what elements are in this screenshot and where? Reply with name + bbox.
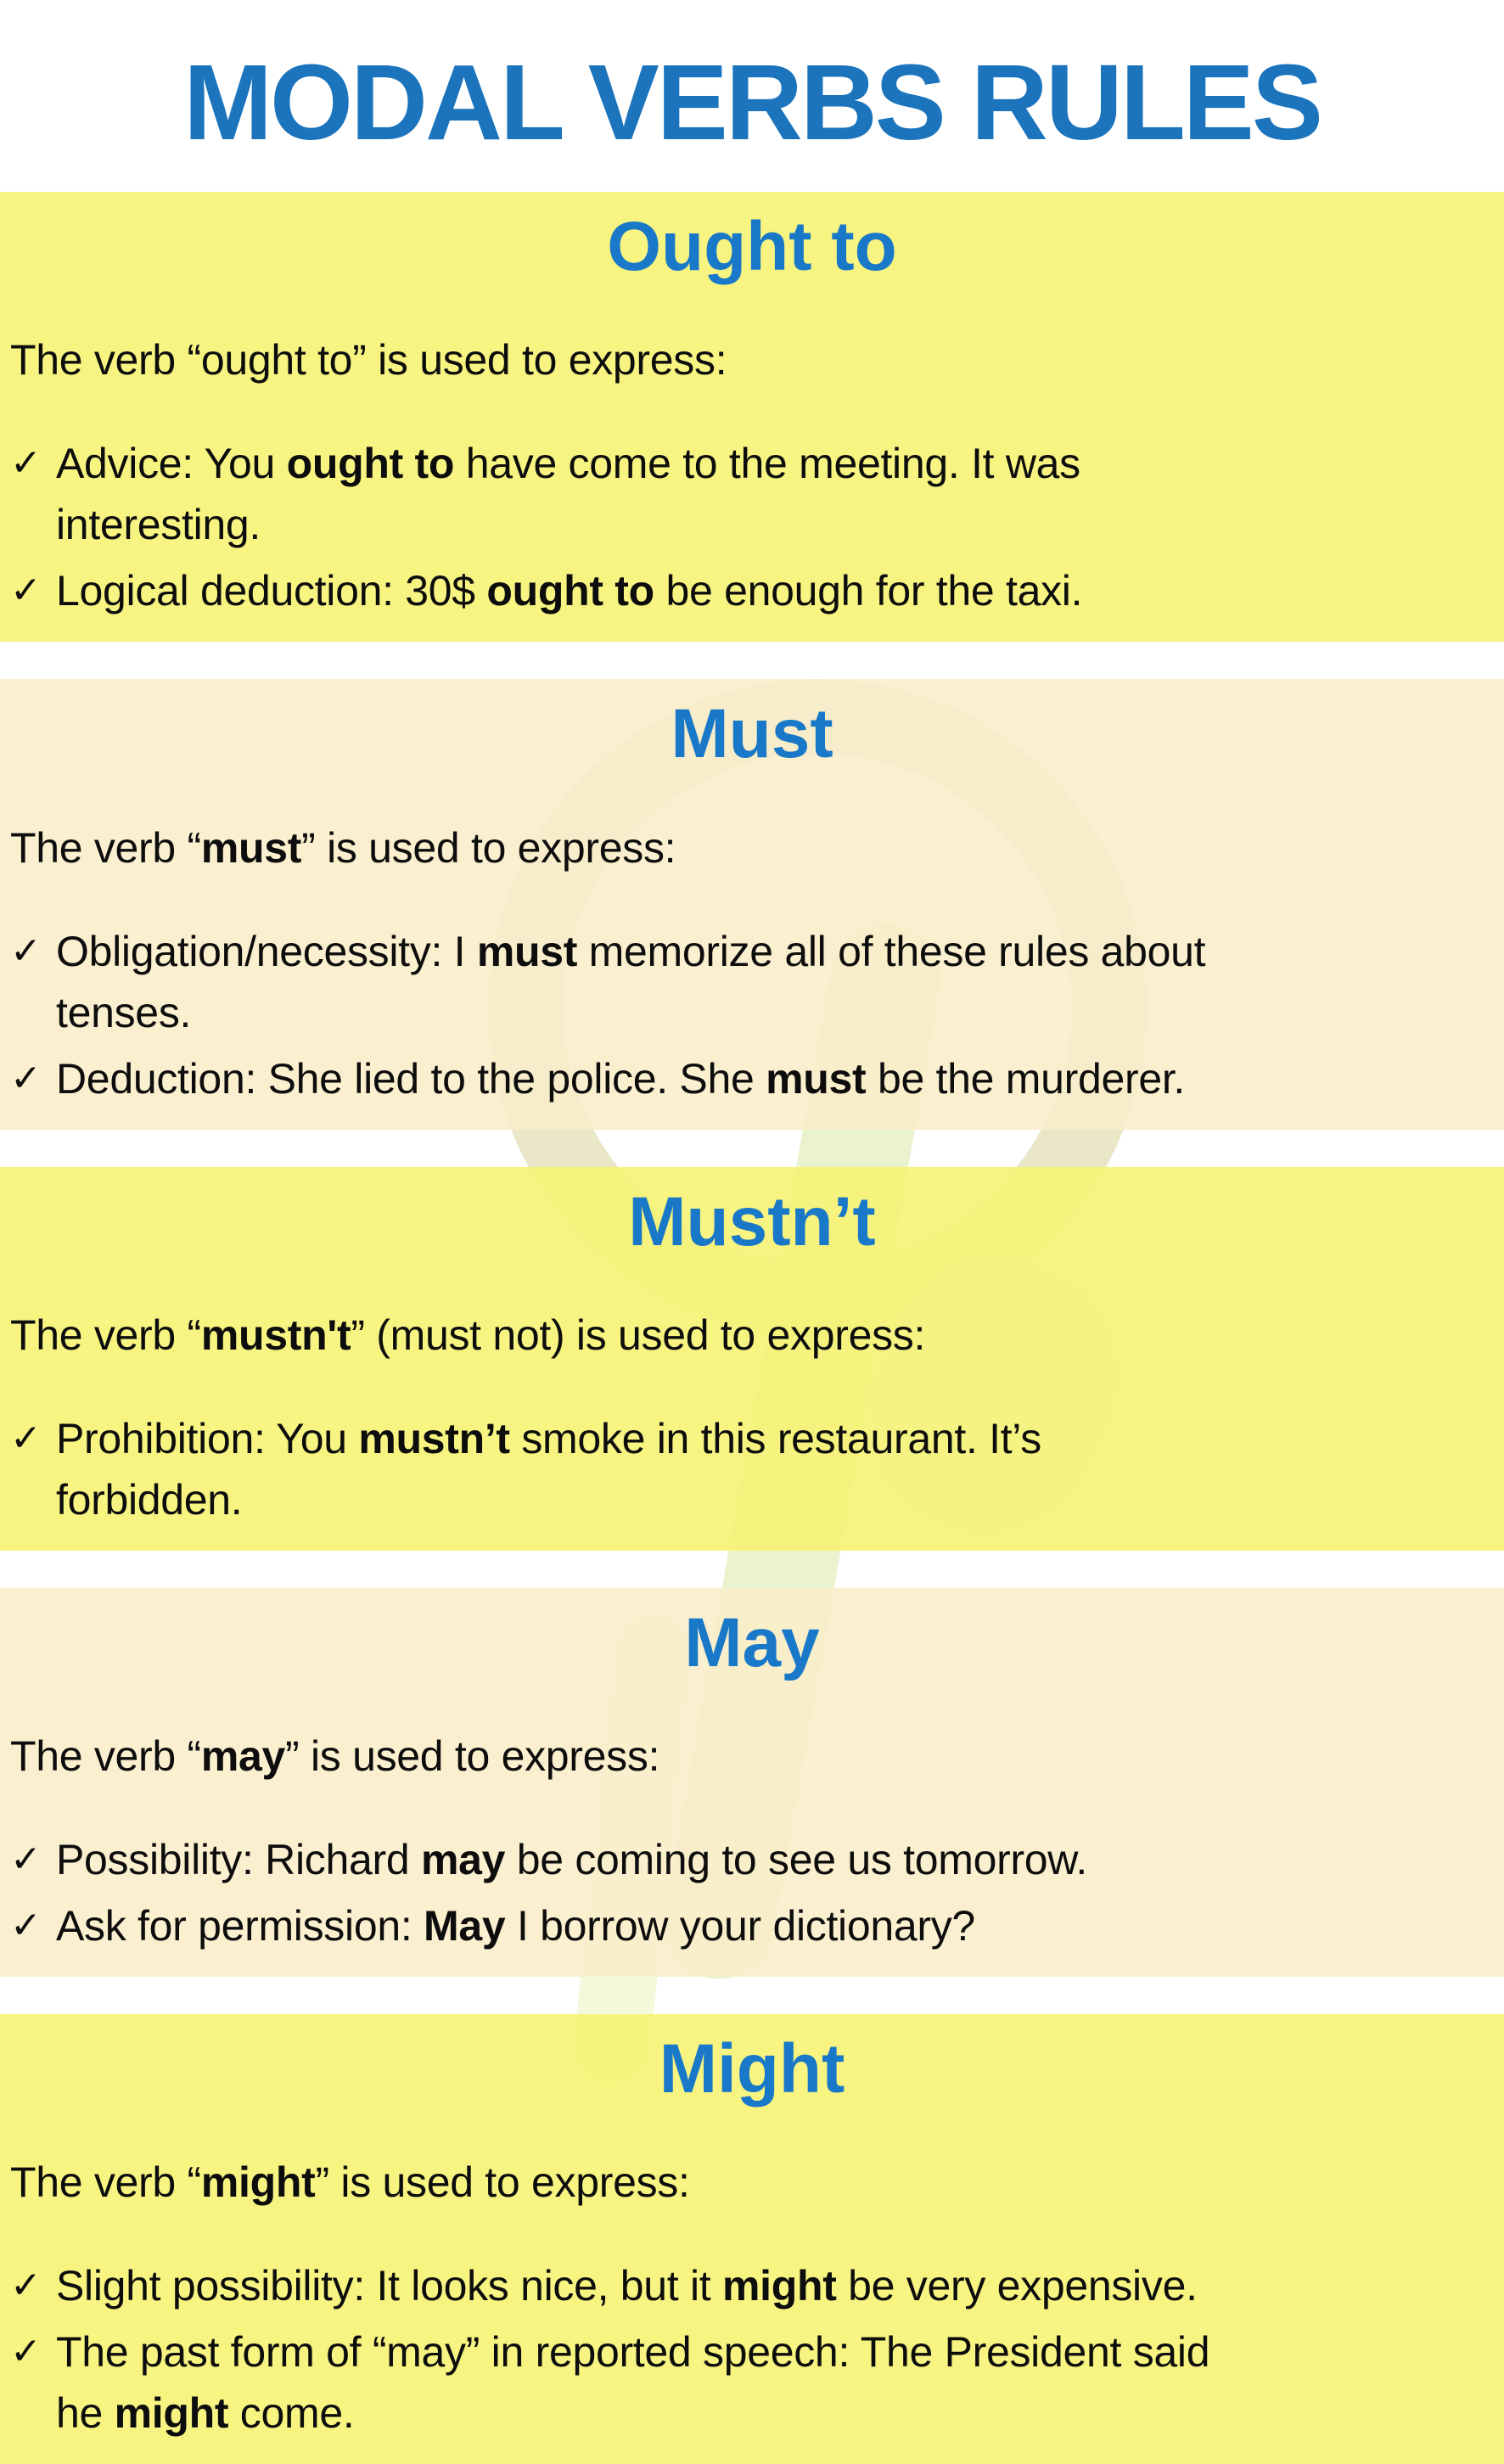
section-heading: Ought to bbox=[607, 208, 897, 285]
section-heading: Might bbox=[659, 2030, 845, 2108]
text-line: Obligation/necessity: I must memorize all of these rules about bbox=[56, 927, 1206, 975]
bullet-text bbox=[56, 1829, 1494, 1890]
text-line: Ask for permission: May I borrow your dictionary? bbox=[56, 1902, 975, 1950]
bullet-item bbox=[10, 1895, 1494, 1956]
text-line: Advice: You ought to have come to the meeting. It was bbox=[56, 440, 1080, 488]
bullet-text bbox=[56, 433, 1494, 555]
section-intro: The verb “may” is used to express: bbox=[10, 1732, 660, 1781]
bullet-text bbox=[56, 1408, 1494, 1530]
text-line: Prohibition: You mustn’t smoke in this restaurant. It’s bbox=[56, 1414, 1041, 1462]
check-icon: ✓ bbox=[10, 1417, 42, 1459]
section bbox=[0, 1167, 1504, 1551]
section bbox=[0, 1588, 1504, 1977]
bullet-item bbox=[10, 2321, 1494, 2444]
section-intro: The verb “might” is used to express: bbox=[10, 2158, 690, 2207]
bullet-item bbox=[10, 433, 1494, 555]
bullet-text bbox=[56, 2255, 1494, 2316]
section-intro: The verb “ought to” is used to express: bbox=[10, 336, 727, 384]
bullet-item bbox=[10, 560, 1494, 621]
bullet-text bbox=[56, 921, 1494, 1043]
page-title: MODAL VERBS RULES bbox=[183, 42, 1321, 162]
section bbox=[0, 679, 1504, 1129]
bullet-list bbox=[10, 1408, 1494, 1530]
bullet-list bbox=[10, 433, 1494, 621]
text-line: he might come. bbox=[56, 2389, 355, 2438]
bullet-item bbox=[10, 1829, 1494, 1890]
check-icon: ✓ bbox=[10, 2331, 42, 2373]
check-icon: ✓ bbox=[10, 1838, 42, 1881]
bullet-item bbox=[10, 921, 1494, 1043]
section-heading: Mustn’t bbox=[628, 1182, 876, 1260]
text-line: Logical deduction: 30$ ought to be enough for the taxi. bbox=[56, 567, 1083, 615]
section-intro: The verb “mustn't” (must not) is used to express: bbox=[10, 1311, 926, 1359]
bullet-item bbox=[10, 1408, 1494, 1530]
text-line: The past form of “may” in reported speech: The President said bbox=[56, 2328, 1210, 2377]
section-intro: The verb “must” is used to express: bbox=[10, 823, 676, 872]
section-heading: May bbox=[684, 1603, 820, 1681]
bullet-list bbox=[10, 1829, 1494, 1956]
text-line: Deduction: She lied to the police. She must be the murderer. bbox=[56, 1054, 1186, 1103]
check-icon: ✓ bbox=[10, 570, 42, 612]
bullet-text bbox=[56, 2321, 1494, 2444]
text-line: Slight possibility: It looks nice, but it might be very expensive. bbox=[56, 2262, 1198, 2310]
check-icon: ✓ bbox=[10, 1057, 42, 1099]
bullet-text bbox=[56, 1895, 1494, 1956]
bullet-item bbox=[10, 1048, 1494, 1109]
text-line: forbidden. bbox=[56, 1475, 243, 1524]
check-icon: ✓ bbox=[10, 2265, 42, 2307]
section-heading: Must bbox=[671, 695, 833, 773]
bullet-list bbox=[10, 2255, 1494, 2444]
bullet-text bbox=[56, 1048, 1494, 1109]
section bbox=[0, 2014, 1504, 2464]
check-icon: ✓ bbox=[10, 1905, 42, 1947]
bullet-text bbox=[56, 560, 1494, 621]
masthead bbox=[0, 0, 1504, 192]
section bbox=[0, 192, 1504, 642]
check-icon: ✓ bbox=[10, 929, 42, 972]
text-line: Possibility: Richard may be coming to see us tomorrow. bbox=[56, 1836, 1087, 1884]
check-icon: ✓ bbox=[10, 442, 42, 485]
text-line: tenses. bbox=[56, 988, 192, 1036]
bullet-list bbox=[10, 921, 1494, 1109]
text-line: interesting. bbox=[56, 501, 261, 549]
bullet-item bbox=[10, 2255, 1494, 2316]
sections bbox=[0, 192, 1504, 2464]
